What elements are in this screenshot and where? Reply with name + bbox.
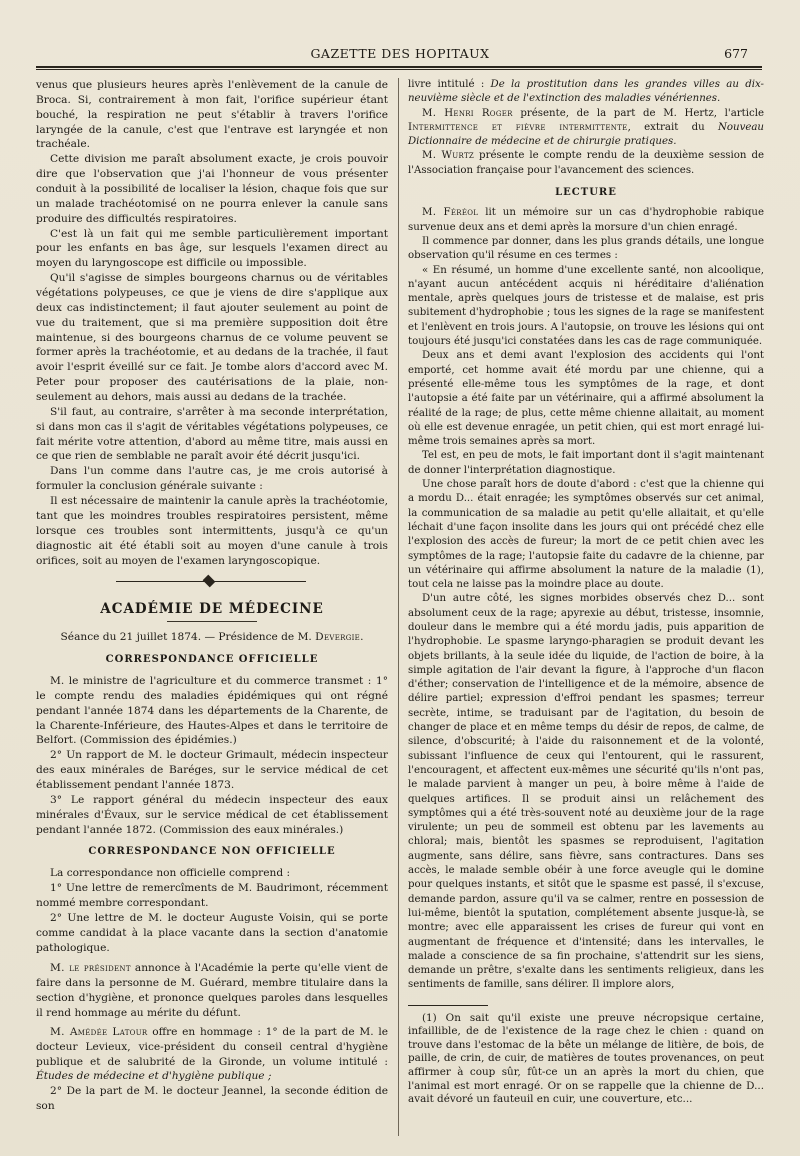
paragraph: « En résumé, un homme d'une excellente santé, non alcoolique, n'ayant aucun antécédent acquis ni héréditaire d'aliénation mentale, après quelques jours de tristesse et de malaise, est pris subitement d'hydrophobie ; tous les signes de la rage se manifestent et l'enlèvent en trois jours. A l'autopsie, on trouve les lésions qui ont toujours été jusqu'ici constatées dans les cas de rage communiquée. [408,264,764,348]
book-title: Études de médecine et d'hygiène publique ; [36,1070,272,1083]
column-divider [398,78,399,1136]
paragraph: Deux ans et demi avant l'explosion des accidents qui l'ont emporté, cet homme avait été mordu par une chienne, qui a présenté elle-même tous les symptômes de la rage, et dont l'autopsie a été faite par un vétérinaire, qui a affirmé absolument la réalité de la rage; de plus, cette même chienne allaitait, au moment où elle est devenue enragée, un petit chien, qui est mort enragé lui-même trois semaines après sa mort. [408,350,764,448]
title-rule [167,621,257,622]
paragraph: Qu'il s'agisse de simples bourgeons charnus ou de véritables végétations polypeuses, ce que je viens de dire s'applique aux deux cas indistinctement; il faut ajouter seulement au point de vue du traitement, que si ma première supposition doit être maintenue, si des bourgeons charnus de ce volume peuvent se former après la trachéotomie, et au dedans de la trachée, il faut avoir l'esprit éveillé sur ce fait. Je tombe alors d'accord avec M. Peter pour proposer des cautérisations de la plaie, non-seulement au dehors, mais aussi au dedans de la trachée. [36,272,388,404]
lecture-heading: LECTURE [555,187,617,199]
journal-title: GAZETTE DES HOPITAUX [310,46,490,61]
paragraph: M. Féréol lit un mémoire sur un cas d'hydrophobie rabique survenue deux ans et demi après la morsure d'un chien enragé. [408,207,764,233]
paragraph: Dans l'un comme dans l'autre cas, je me crois autorisé à formuler la conclusion générale suivante : [36,465,388,493]
academy-title: ACADÉMIE DE MÉDECINE [100,601,324,618]
session-prefix: Séance du 21 juillet 1874. — Présidence de M. [60,631,316,644]
footnote: (1) On sait qu'il existe une preuve nécropsique certaine, infaillible, de de l'existence de la rage chez le chien : quand on trouve dans l'estomac de la bête un mélange de litière, de bois, de paille, de crin, de cuir, de matières de toutes provenances, on peut affirmer à coup sûr, fût-ce un an après la mort du chien, que l'animal est mort enragé. Or on se rappelle que la chienne de D... avait dévoré un fauteuil en cuir, une couverture, etc... [408,1011,764,1106]
speaker-name: M. Féréol [422,207,479,219]
paragraph: M. le ministre de l'agriculture et du commerce transmet : 1° le compte rendu des maladies épidémiques qui ont régné pendant l'année 1874 dans les départements de la Charente, de la Charente-Inférieure, des Hautes-Alpes et dans le territoire de Belfort. (Commission des épidémies.) [36,674,388,747]
paragraph: M. Henri Roger présente, de la part de M. Hertz, l'article Intermittence et fièvre intermittente, extrait du Nouveau Dictionnaire de médecine et de chirurgie pratiques. [408,107,765,148]
page-number: 677 [724,46,748,61]
paragraph: C'est là un fait qui me semble particulièrement important pour les enfants en bas âge, sur lesquels l'examen direct au moyen du laryngoscope est difficile ou impossible. [36,227,388,270]
book-title: Nouveau Dictionnaire de médecine et de chirurgie pratiques. [408,121,764,148]
footnote-rule [408,1005,488,1006]
paragraph: Une chose paraît hors de doute d'abord : c'est que la chienne qui a mordu D... était enragée; les symptômes observés sur cet animal, la communication de sa maladie au petit qu'elle allaitait, et qu'elle léchait d'une façon insolite dans les jours qui ont précédé chez elle l'explosion des accès de fureur; la mort de ce petit chien avec les symptômes de la rage; l'autopsie faite du cadavre de la chienne, par un vétérinaire qui affirme absolument la nature de la maladie (1), tout cela ne laisse pas la moindre place au doute. [408,479,764,591]
paragraph: Cette division me paraît absolument exacte, je crois pouvoir dire que l'observation que j'ai l'honneur de vous présenter conduit à la possibilité de localiser la lésion, chaque fois que sur un malade trachéotomisé on ne pourra enlever la canule sans produire des difficultés respiratoires. [36,153,388,225]
section-ornament [36,574,388,588]
article-title: Intermittence et fièvre intermittente [408,121,628,133]
paragraph: Il est nécessaire de maintenir la canule après la trachéotomie, tant que les moindres troubles respiratoires persistent, même lorsque ces troubles sont intermittents, jusqu'à ce qu'un diagnostic ait été établi soit au moyen d'une canule à trois orifices, soit au moyen de l'examen laryngoscopique. [36,495,388,567]
paragraph: 2° Une lettre de M. le docteur Auguste Voisin, qui se porte comme candidat à la place vacante dans la section d'anatomie pathologique. [36,911,388,954]
unofficial-correspondence-heading: CORRESPONDANCE NON OFFICIELLE [88,846,336,858]
session-line: Séance du 21 juillet 1874. — Présidence de M. Devergie. [60,631,364,644]
paragraph: 1° Une lettre de remercîments de M. Baudrimont, récemment nommé membre correspondant. [36,882,388,909]
paragraph: Tel est, en peu de mots, le fait important dont il s'agit maintenant de donner l'interprétation diagnostique. [408,450,764,476]
right-column [408,78,764,1107]
paragraph: livre intitulé : De la prostitution dans les grandes villes au dix-neuvième siècle et de l'extinction des maladies vénériennes. [408,79,764,105]
session-president: Devergie [315,631,361,644]
header-rule [36,66,762,70]
paragraph: 2° De la part de M. le docteur Jeannel, la seconde édition de son [36,1085,388,1113]
ornament-diamond [203,575,216,588]
left-column [36,78,388,1114]
paragraph: M. Wurtz présente le compte rendu de la deuxième session de l'Association française pour l'avancement des sciences. [408,150,765,176]
speaker-name: M. Amédée Latour [50,1025,148,1038]
paragraph: D'un autre côté, les signes morbides observés chez D... sont absolument ceux de la rage; apyrexie au début, tristesse, insomnie, douleur dans le membre qui a été mordu jadis, puis apparition de l'hydrophobie. Le spasme laryngo-pharagien se produit devant les objets brillants, à la seule idée du liquide, de l'action de boire, à la simple agitation de l'air devant la figure, à l'approche d'un flacon d'éther; conservation de l'intelligence et de la mémoire, absence de délire partiel; expression d'effroi pendant les spasmes; terreur secrète, intime, se traduisant par de l'agitation, du besoin de changer de place et en même temps du désir de repos, de calme, de silence, d'obscurité; à l'aide du raisonnement et de la volonté, subissant l'influence de ceux qui l'entourent, qui le rassurent, l'encouragent, et affectent eux-mêmes une sécurité qu'ils n'ont pas, le malade parvient à manger un peu, à boire même à l'aide de quelques artifices. Il se produit ainsi un relâchement des symptômes qui a été très-souvent noté au deuxième jour de la rage virulente; un peu de sommeil est obtenu par les lavements au chloral; mais, bientôt les spasmes se reproduisent, l'agitation augmente, sans délire, sans fièvre, sans contractures. Dans ses accès, le malade semble obéir à une force aveugle qui le domine pour quelques instants, et sitôt que le spasme est passé, il s'excuse, demande pardon, assure qu'il va se calmer, rentre en possession de lui-même, bientôt la sputation, complétement absente jusque-là, se montre; avec elle apparaissent les crises de fureur qui vont en augmentant de fréquence et d'intensité; dans les intervalles, le malade a conscience de sa fin prochaine, s'attendrit sur les siens, demande un prêtre, s'exalte dans les sentiments religieux, dans les sentiments de famille, sans délirer. Il implore alors, [408,593,764,991]
speaker-name: M. Henri Roger [422,107,513,119]
paragraph: La correspondance non officielle comprend : [50,867,291,880]
paragraph: Il commence par donner, dans les plus grands détails, une longue observation qu'il résume en ces termes : [408,235,764,262]
paragraph: M. le président annonce à l'Académie la perte qu'elle vient de faire dans la personne de M. Guérard, membre titulaire dans la section d'hygiène, et prononce quelques paroles dans lesquelles il rend hommage au mérite du défunt. [36,962,388,1019]
paragraph: 3° Le rapport général du médecin inspecteur des eaux minérales d'Évaux, sur le service médical de cet établissement pendant l'année 1872. (Commission des eaux minérales.) [36,793,388,836]
book-title: De la prostitution dans les grandes villes au dix-neuvième siècle et de l'extinction des maladies vénériennes. [408,79,764,105]
paragraph: M. Amédée Latour offre en hommage : 1° de la part de M. le docteur Levieux, vice-président du conseil central d'hygiène publique et de salubrité de la Gironde, un volume intitulé : Études de médecine et d'hygiène publique ; [36,1025,388,1083]
paragraph: 2° Un rapport de M. le docteur Grimault, médecin inspecteur des eaux minérales de Baréges, sur le service médical de cet établissement pendant l'année 1873. [36,749,388,791]
running-header [0,46,800,68]
speaker-name: M. Wurtz [422,150,475,162]
paragraph: venus que plusieurs heures après l'enlèvement de la canule de Broca. Si, contrairement à mon fait, l'orifice supérieur étant bouché, la respiration ne peut s'établir à travers l'orifice laryngée de la canule, c'est que l'entrave est laryngée et non trachéale. [36,79,388,151]
paragraph: S'il faut, au contraire, s'arrêter à ma seconde interprétation, si dans mon cas il s'agit de véritables végétations polypeuses, ce fait mérite votre attention, d'abord au même titre, mais aussi en ce que rien de semblable ne paraît avoir été décrit jusqu'ici. [36,405,388,463]
speaker-name: M. le président [50,962,131,975]
official-correspondence-heading: CORRESPONDANCE OFFICIELLE [105,654,319,666]
